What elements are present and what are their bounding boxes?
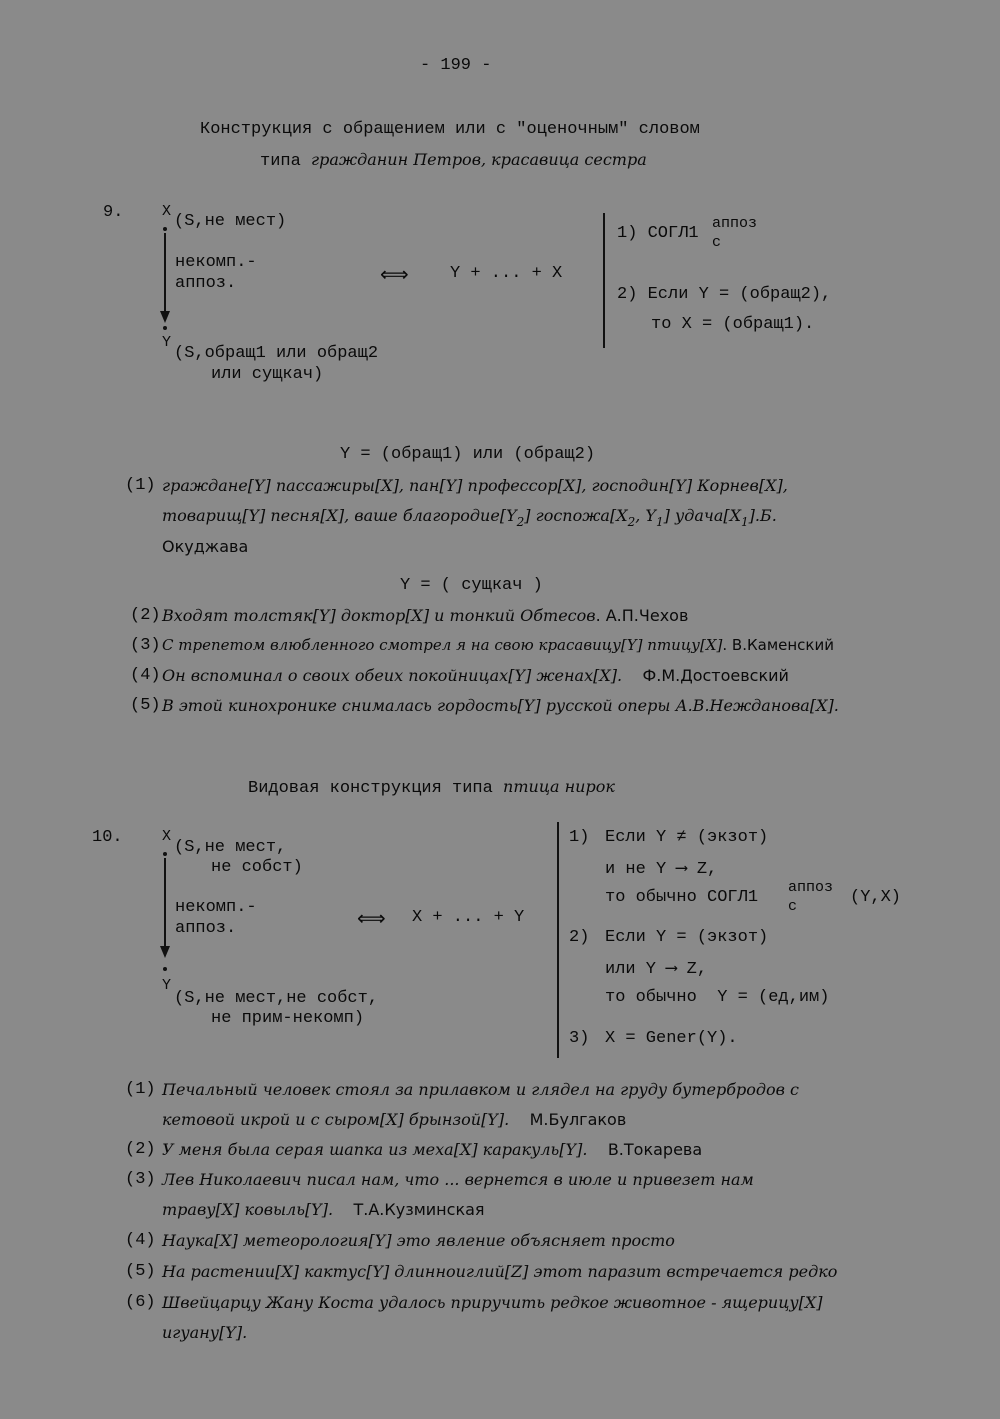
example-1-2 [162,606,688,627]
rule10-relation-2: аппоз. [175,919,237,938]
rule9-relation-2: аппоз. [175,274,237,293]
rule10-y-label: Y [162,977,172,994]
section1-subtitle-italic: гражданин Петров, красавица сестра [311,150,647,169]
rule9-cond1 [617,224,699,243]
example-2-3-number: (3) [125,1170,156,1189]
rule9-y-features-1: (S,обращ1 или обращ2 [174,344,379,363]
rule9-x-features: (S,не мест) [174,212,287,231]
example-2-2-text: У меня была серая шапка из меха[X] каракуль[Y]. [162,1140,588,1159]
rule9-formula: Y + ... + X [450,264,563,283]
page-number: - 199 - [420,56,492,75]
rule10-cond1-line-1: Если Y ≠ (экзот) [605,828,769,847]
example-1-3-text: С трепетом влюбленного смотрел я на свою красавицу[Y] птицу[X] [162,636,723,654]
rule10-cond1-sup: аппоз [788,879,834,896]
rule10-x-label: X [162,828,172,845]
rule9-arrow-head [160,311,170,323]
rule9-cond2-num: 2) [617,285,638,304]
example-1-5-text: В этой кинохронике снималась гордость[Y] русской оперы А.В.Нежданова[X]. [162,696,839,715]
subheading-2: Y = ( сущкач ) [400,576,543,595]
example-2-1-line-2 [162,1110,626,1131]
example-1-2-author: . А.П.Чехов [595,606,689,625]
rule9-cond1-main: СОГЛ1 [647,224,699,243]
example-1-1-seg-a: товарищ[Y] песня[X], ваше благородие[Y [162,506,517,525]
example-1-1-seg-b: ] госпожа[X [524,506,628,525]
rule9-divider [603,213,605,348]
rule9-arrow-line [164,233,166,313]
rule10-number: 10. [92,828,123,847]
rule10-cond3-number: 3) [569,1029,590,1048]
section2-title-italic: птица нирок [503,777,615,796]
rule9-y-features-2: или сущкач) [211,365,324,384]
rule9-y-label: Y [162,334,172,351]
example-2-3-line-1: Лев Николаевич писал нам, что ... вернется в июле и привезет нам [162,1170,754,1189]
rule10-cond1-line-3: то обычно СОГЛ1 [605,888,759,907]
rule9-number: 9. [103,203,124,222]
example-1-4-text: Он вспоминал о своих обеих покойницах[Y] женах[X]. [162,666,623,685]
example-2-6-line-1: Швейцарцу Жану Коста удалось приручить редкое животное - ящерицу[X] [162,1293,823,1312]
example-2-1-text: кетовой икрой и с сыром[X] брынзой[Y]. [162,1110,510,1129]
rule10-cond2-number: 2) [569,928,590,947]
example-1-2-number: (2) [130,606,161,625]
example-1-1-seg-e: ].Б. [748,506,777,525]
rule9-cond2 [617,285,831,304]
rule10-formula: X + ... + Y [412,908,525,927]
example-1-1-seg-d: ] удача[X [663,506,742,525]
rule10-cond1-line-2: и не Y ⟶ Z, [605,860,718,879]
example-2-3-text: траву[X] ковыль[Y]. [162,1200,334,1219]
rule10-cond2-line-1: Если Y = (экзот) [605,928,769,947]
example-1-4 [162,666,789,687]
rule10-x-features-2: не собст) [211,858,303,877]
example-1-1-line-1: граждане[Y] пассажиры[X], пан[Y] профессор[X], господин[Y] Корнев[X], [162,476,788,495]
rule10-x-features-1: (S,не мест, [174,838,287,857]
example-1-3 [162,636,834,656]
rule9-cond2-line1: Если Y = (обращ2), [647,285,832,304]
example-2-4-text: Наука[X] метеорология[Y] это явление объясняет просто [162,1231,675,1250]
example-2-3-author: Т.А.Кузминская [353,1200,485,1219]
example-1-3-number: (3) [130,636,161,655]
example-1-1-sub-1: 2 [516,515,525,529]
example-2-2-number: (2) [125,1140,156,1159]
example-2-5-number: (5) [125,1262,156,1281]
rule10-y-features-2: не прим-некомп) [211,1009,365,1028]
section1-title: Конструкция с обращением или с "оценочным" словом [200,120,700,139]
rule9-y-node [163,326,167,330]
rule9-equivalence-icon: ⟺ [380,265,409,288]
section2-title [248,777,615,798]
example-2-1-number: (1) [125,1080,156,1099]
example-1-4-author: Ф.М.Достоевский [642,666,789,685]
example-2-1-line-1: Печальный человек стоял за прилавком и глядел на груду бутербродов с [162,1080,799,1099]
rule10-arrow-line [164,858,166,948]
rule10-relation-1: некомп.- [175,898,257,917]
rule9-cond2-line2: то X = (обращ1). [651,315,815,334]
rule9-relation-1: некомп.- [175,253,257,272]
subheading-1: Y = (обращ1) или (обращ2) [340,445,596,464]
rule9-cond1-sub: с [712,234,722,251]
example-1-1-sub-2: 2 [627,515,636,529]
example-1-1-sub-3: 1 [655,515,664,529]
example-1-4-number: (4) [130,666,161,685]
example-2-2 [162,1140,702,1161]
example-2-3-line-2 [162,1200,485,1221]
rule9-x-label: X [162,203,172,220]
example-1-1-seg-c: , Y [635,506,656,525]
section1-subtitle [260,150,647,171]
example-1-1-number: (1) [125,476,156,495]
example-1-1-sub-4: 1 [741,515,749,529]
rule10-cond1-sub: с [788,898,798,915]
example-2-4-number: (4) [125,1231,156,1250]
rule10-y-node [163,967,167,971]
example-1-3-author: . В.Каменский [722,636,834,654]
section2-title-prefix: Видовая конструкция типа [248,779,504,798]
rule10-arrow-head [160,946,170,958]
rule10-cond3-line-1: X = Gener(Y). [605,1029,738,1048]
rule9-x-node [163,227,167,231]
example-2-2-author: В.Токарева [607,1140,703,1159]
example-1-1-line-3: Окуджава [162,537,249,556]
rule10-equivalence-icon: ⟺ [357,909,386,932]
example-1-2-text: Входят толстяк[Y] доктор[X] и тонкий Обтесов [162,606,596,625]
example-1-1-line-2 [162,506,777,529]
rule10-cond2-line-2: или Y ⟶ Z, [605,960,708,979]
example-2-5-text: На растении[X] кактус[Y] длинноиглий[Z] этот паразит встречается редко [162,1262,838,1281]
rule10-x-node [163,852,167,856]
example-2-6-line-2: игуану[Y]. [162,1323,248,1342]
example-2-6-number: (6) [125,1293,156,1312]
rule10-cond1-args: (Y,X) [850,888,902,907]
section1-subtitle-prefix: типа [260,152,312,171]
rule10-divider [557,822,559,1058]
rule9-cond1-sup: аппоз [712,215,758,232]
rule10-y-features-1: (S,не мест,не собст, [174,989,379,1008]
example-2-1-author: М.Булгаков [529,1110,627,1129]
rule10-cond1-number: 1) [569,828,590,847]
rule10-cond2-line-3: то обычно Y = (ед,им) [605,988,830,1007]
example-1-5-number: (5) [130,696,161,715]
rule9-cond1-num: 1) [617,224,638,243]
